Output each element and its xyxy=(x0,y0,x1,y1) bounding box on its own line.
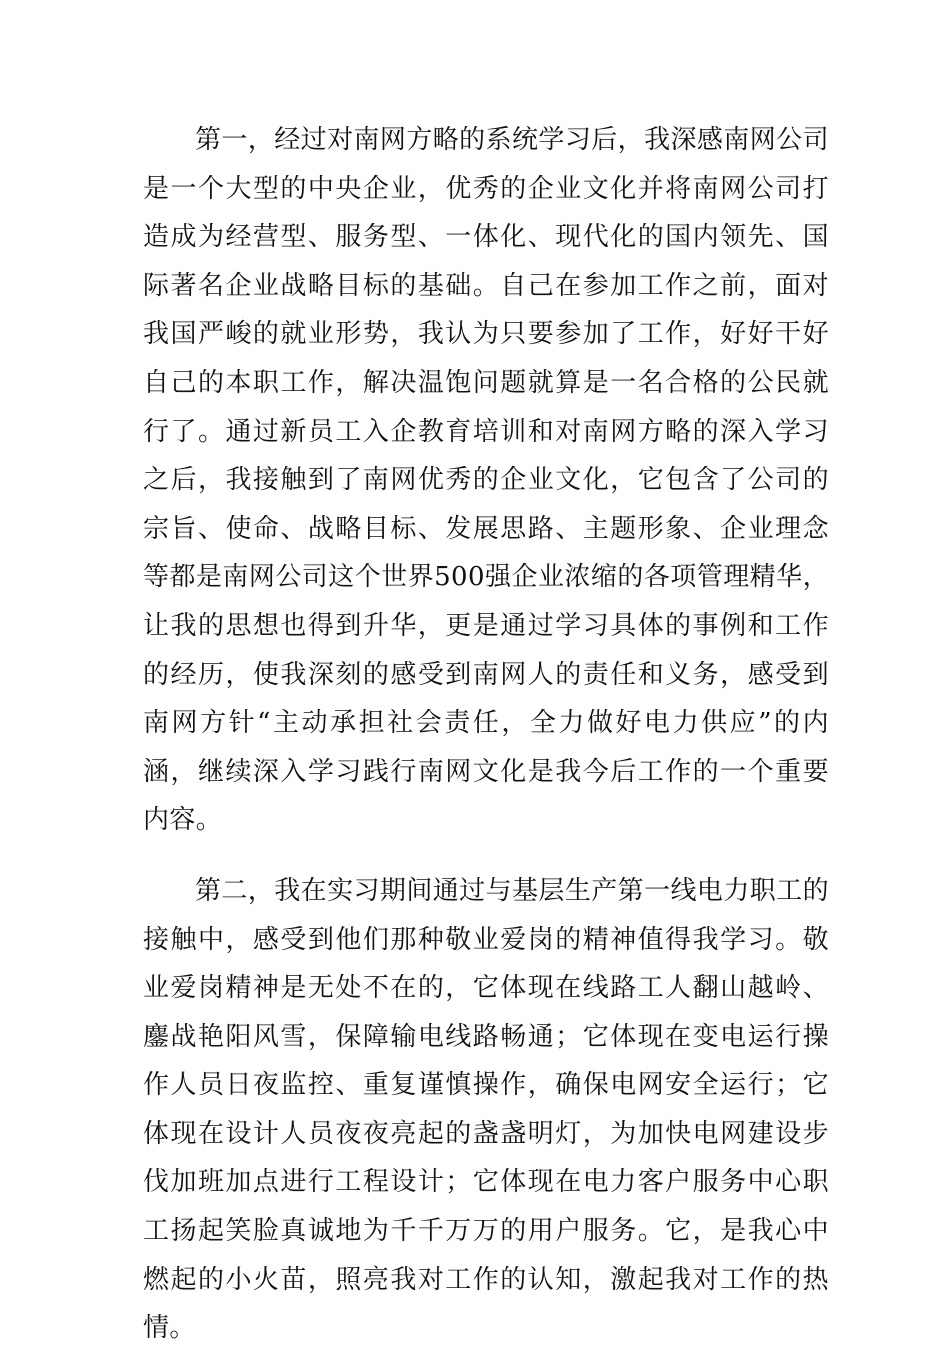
document-page xyxy=(143,116,829,1353)
paragraph-1: 第一，经过对南网方略的系统学习后，我深感南网公司是一个大型的中央企业，优秀的企业文化并将南网公司打造成为经营型、服务型、一体化、现代化的国内领先、国际著名企业战略目标的基础。自己在参加工作之前，面对我国严峻的就业形势，我认为只要参加了工作，好好干好自己的本职工作，解决温饱问题就算是一名合格的公民就行了。通过新员工入企教育培训和对南网方略的深入学习之后，我接触到了南网优秀的企业文化，它包含了公司的宗旨、使命、战略目标、发展思路、主题形象、企业理念等都是南网公司这个世界500强企业浓缩的各项管理精华，让我的思想也得到升华，更是通过学习具体的事例和工作的经历，使我深刻的感受到南网人的责任和义务，感受到南网方针“主动承担社会责任，全力做好电力供应”的内涵，继续深入学习践行南网文化是我今后工作的一个重要内容。 xyxy=(143,125,829,836)
paragraph-2: 第二，我在实习期间通过与基层生产第一线电力职工的接触中，感受到他们那种敬业爱岗的精神值得我学习。敬业爱岗精神是无处不在的，它体现在线路工人翻山越岭、鏖战艳阳风雪，保障输电线路畅通；它体现在变电运行操作人员日夜监控、重复谨慎操作，确保电网安全运行；它体现在设计人员夜夜亮起的盏盏明灯，为加快电网建设步伐加班加点进行工程设计；它体现在电力客户服务中心职工扬起笑脸真诚地为千千万万的用户服务。它，是我心中燃起的小火苗，照亮我对工作的认知，激起我对工作的热情。 xyxy=(143,875,829,1344)
